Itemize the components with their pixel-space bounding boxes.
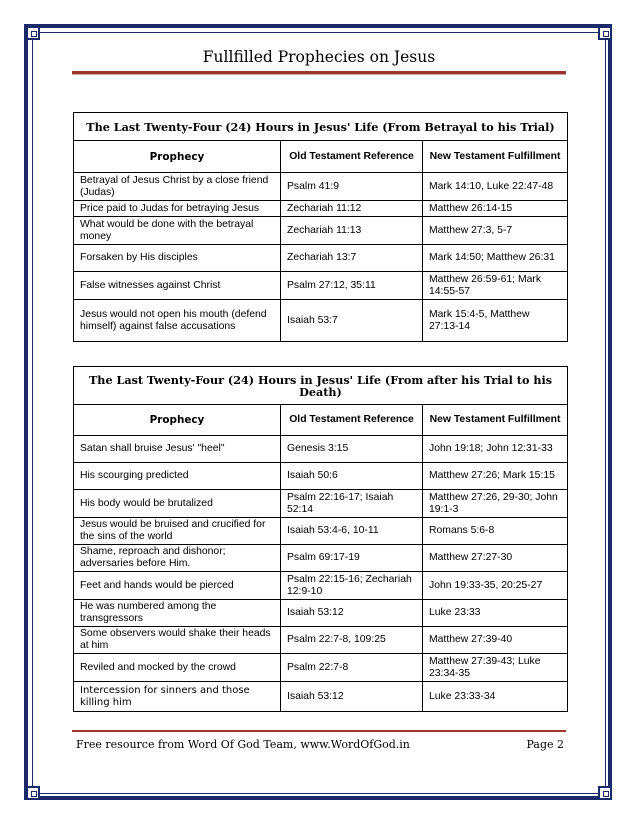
ot-reference-cell: Zechariah 11:13 [281,217,423,245]
table-row [74,173,568,201]
ot-reference-cell: Isaiah 53:4-6, 10-11 [281,518,423,545]
prophecy-cell: He was numbered among the transgressors [74,600,281,627]
prophecy-cell: Reviled and mocked by the crowd [74,654,281,682]
table-row [74,436,568,463]
nt-fulfillment-cell: Mark 14:10, Luke 22:47-48 [423,173,568,201]
table-row [74,217,568,245]
table-caption: The Last Twenty-Four (24) Hours in Jesus' Life (From Betrayal to his Trial) [74,113,568,141]
page-title: Fullfilled Prophecies on Jesus [202,48,436,66]
ot-reference-cell: Zechariah 11:12 [281,201,423,217]
ot-reference-cell: Psalm 41:9 [281,173,423,201]
table-row [74,518,568,545]
ot-reference-cell: Psalm 22:7-8 [281,654,423,682]
ot-reference-cell: Psalm 27:12, 35:11 [281,272,423,300]
corner-ornament-icon [598,786,612,800]
prophecy-cell: Forsaken by His disciples [74,245,281,272]
prophecy-cell: His scourging predicted [74,463,281,490]
nt-fulfillment-cell: Matthew 27:39-43; Luke 23:34-35 [423,654,568,682]
nt-fulfillment-cell: Luke 23:33 [423,600,568,627]
table-row [74,654,568,682]
prophecy-cell: Some observers would shake their heads at him [74,627,281,654]
table-row [74,463,568,490]
nt-fulfillment-cell: Matthew 27:3, 5-7 [423,217,568,245]
ot-reference-cell: Isaiah 53:12 [281,682,423,712]
prophecy-table-betrayal-to-trial [73,112,568,342]
title-divider [72,71,566,75]
column-header: Prophecy [74,405,281,436]
footer-credit: Free resource from Word Of God Team, www.WordOfGod.in [76,738,410,751]
ot-reference-cell: Psalm 22:7-8, 109:25 [281,627,423,654]
prophecy-cell: False witnesses against Christ [74,272,281,300]
footer-divider [72,730,566,732]
prophecy-cell: Betrayal of Jesus Christ by a close friend (Judas) [74,173,281,201]
nt-fulfillment-cell: Romans 5:6-8 [423,518,568,545]
table-row [74,545,568,572]
prophecy-cell: Shame, reproach and dishonor; adversaries before Him. [74,545,281,572]
ot-reference-cell: Zechariah 13:7 [281,245,423,272]
table-row [74,272,568,300]
ot-reference-cell: Psalm 22:15-16; Zechariah 12:9-10 [281,572,423,600]
nt-fulfillment-cell: Matthew 26:14-15 [423,201,568,217]
page-number: Page 2 [526,738,564,751]
table-row [74,627,568,654]
prophecy-table-trial-to-death [73,366,568,712]
column-header: New Testament Fulfillment [423,141,568,173]
prophecy-cell: Jesus would be bruised and crucified for the sins of the world [74,518,281,545]
prophecy-cell: His body would be brutalized [74,490,281,518]
nt-fulfillment-cell: John 19:33-35, 20:25-27 [423,572,568,600]
ot-reference-cell: Psalm 22:16-17; Isaiah 52:14 [281,490,423,518]
ot-reference-cell: Isaiah 53:12 [281,600,423,627]
nt-fulfillment-cell: Luke 23:33-34 [423,682,568,712]
table-caption: The Last Twenty-Four (24) Hours in Jesus' Life (From after his Trial to his Death) [74,367,568,405]
nt-fulfillment-cell: Matthew 27:26, 29-30; John 19:1-3 [423,490,568,518]
ot-reference-cell: Isaiah 53:7 [281,300,423,342]
prophecy-cell: Feet and hands would be pierced [74,572,281,600]
table-row [74,245,568,272]
table-row [74,572,568,600]
column-header: Prophecy [74,141,281,173]
table-row [74,490,568,518]
nt-fulfillment-cell: Mark 15:4-5, Matthew 27:13-14 [423,300,568,342]
prophecy-cell: What would be done with the betrayal money [74,217,281,245]
table-row [74,201,568,217]
nt-fulfillment-cell: Mark 14:50; Matthew 26:31 [423,245,568,272]
table-row [74,600,568,627]
nt-fulfillment-cell: John 19:18; John 12:31-33 [423,436,568,463]
prophecy-cell: Satan shall bruise Jesus' "heel" [74,436,281,463]
corner-ornament-icon [26,786,40,800]
ot-reference-cell: Genesis 3:15 [281,436,423,463]
ot-reference-cell: Isaiah 50:6 [281,463,423,490]
table-row [74,300,568,342]
ot-reference-cell: Psalm 69:17-19 [281,545,423,572]
nt-fulfillment-cell: Matthew 27:27-30 [423,545,568,572]
nt-fulfillment-cell: Matthew 26:59-61; Mark 14:55-57 [423,272,568,300]
table-row [74,682,568,712]
nt-fulfillment-cell: Matthew 27:39-40 [423,627,568,654]
prophecy-cell: Intercession for sinners and those killing him [74,682,281,712]
column-header: Old Testament Reference [281,405,423,436]
column-header: New Testament Fulfillment [423,405,568,436]
prophecy-cell: Jesus would not open his mouth (defend himself) against false accusations [74,300,281,342]
corner-ornament-icon [26,26,40,40]
nt-fulfillment-cell: Matthew 27:26; Mark 15:15 [423,463,568,490]
corner-ornament-icon [598,26,612,40]
column-header: Old Testament Reference [281,141,423,173]
prophecy-cell: Price paid to Judas for betraying Jesus [74,201,281,217]
